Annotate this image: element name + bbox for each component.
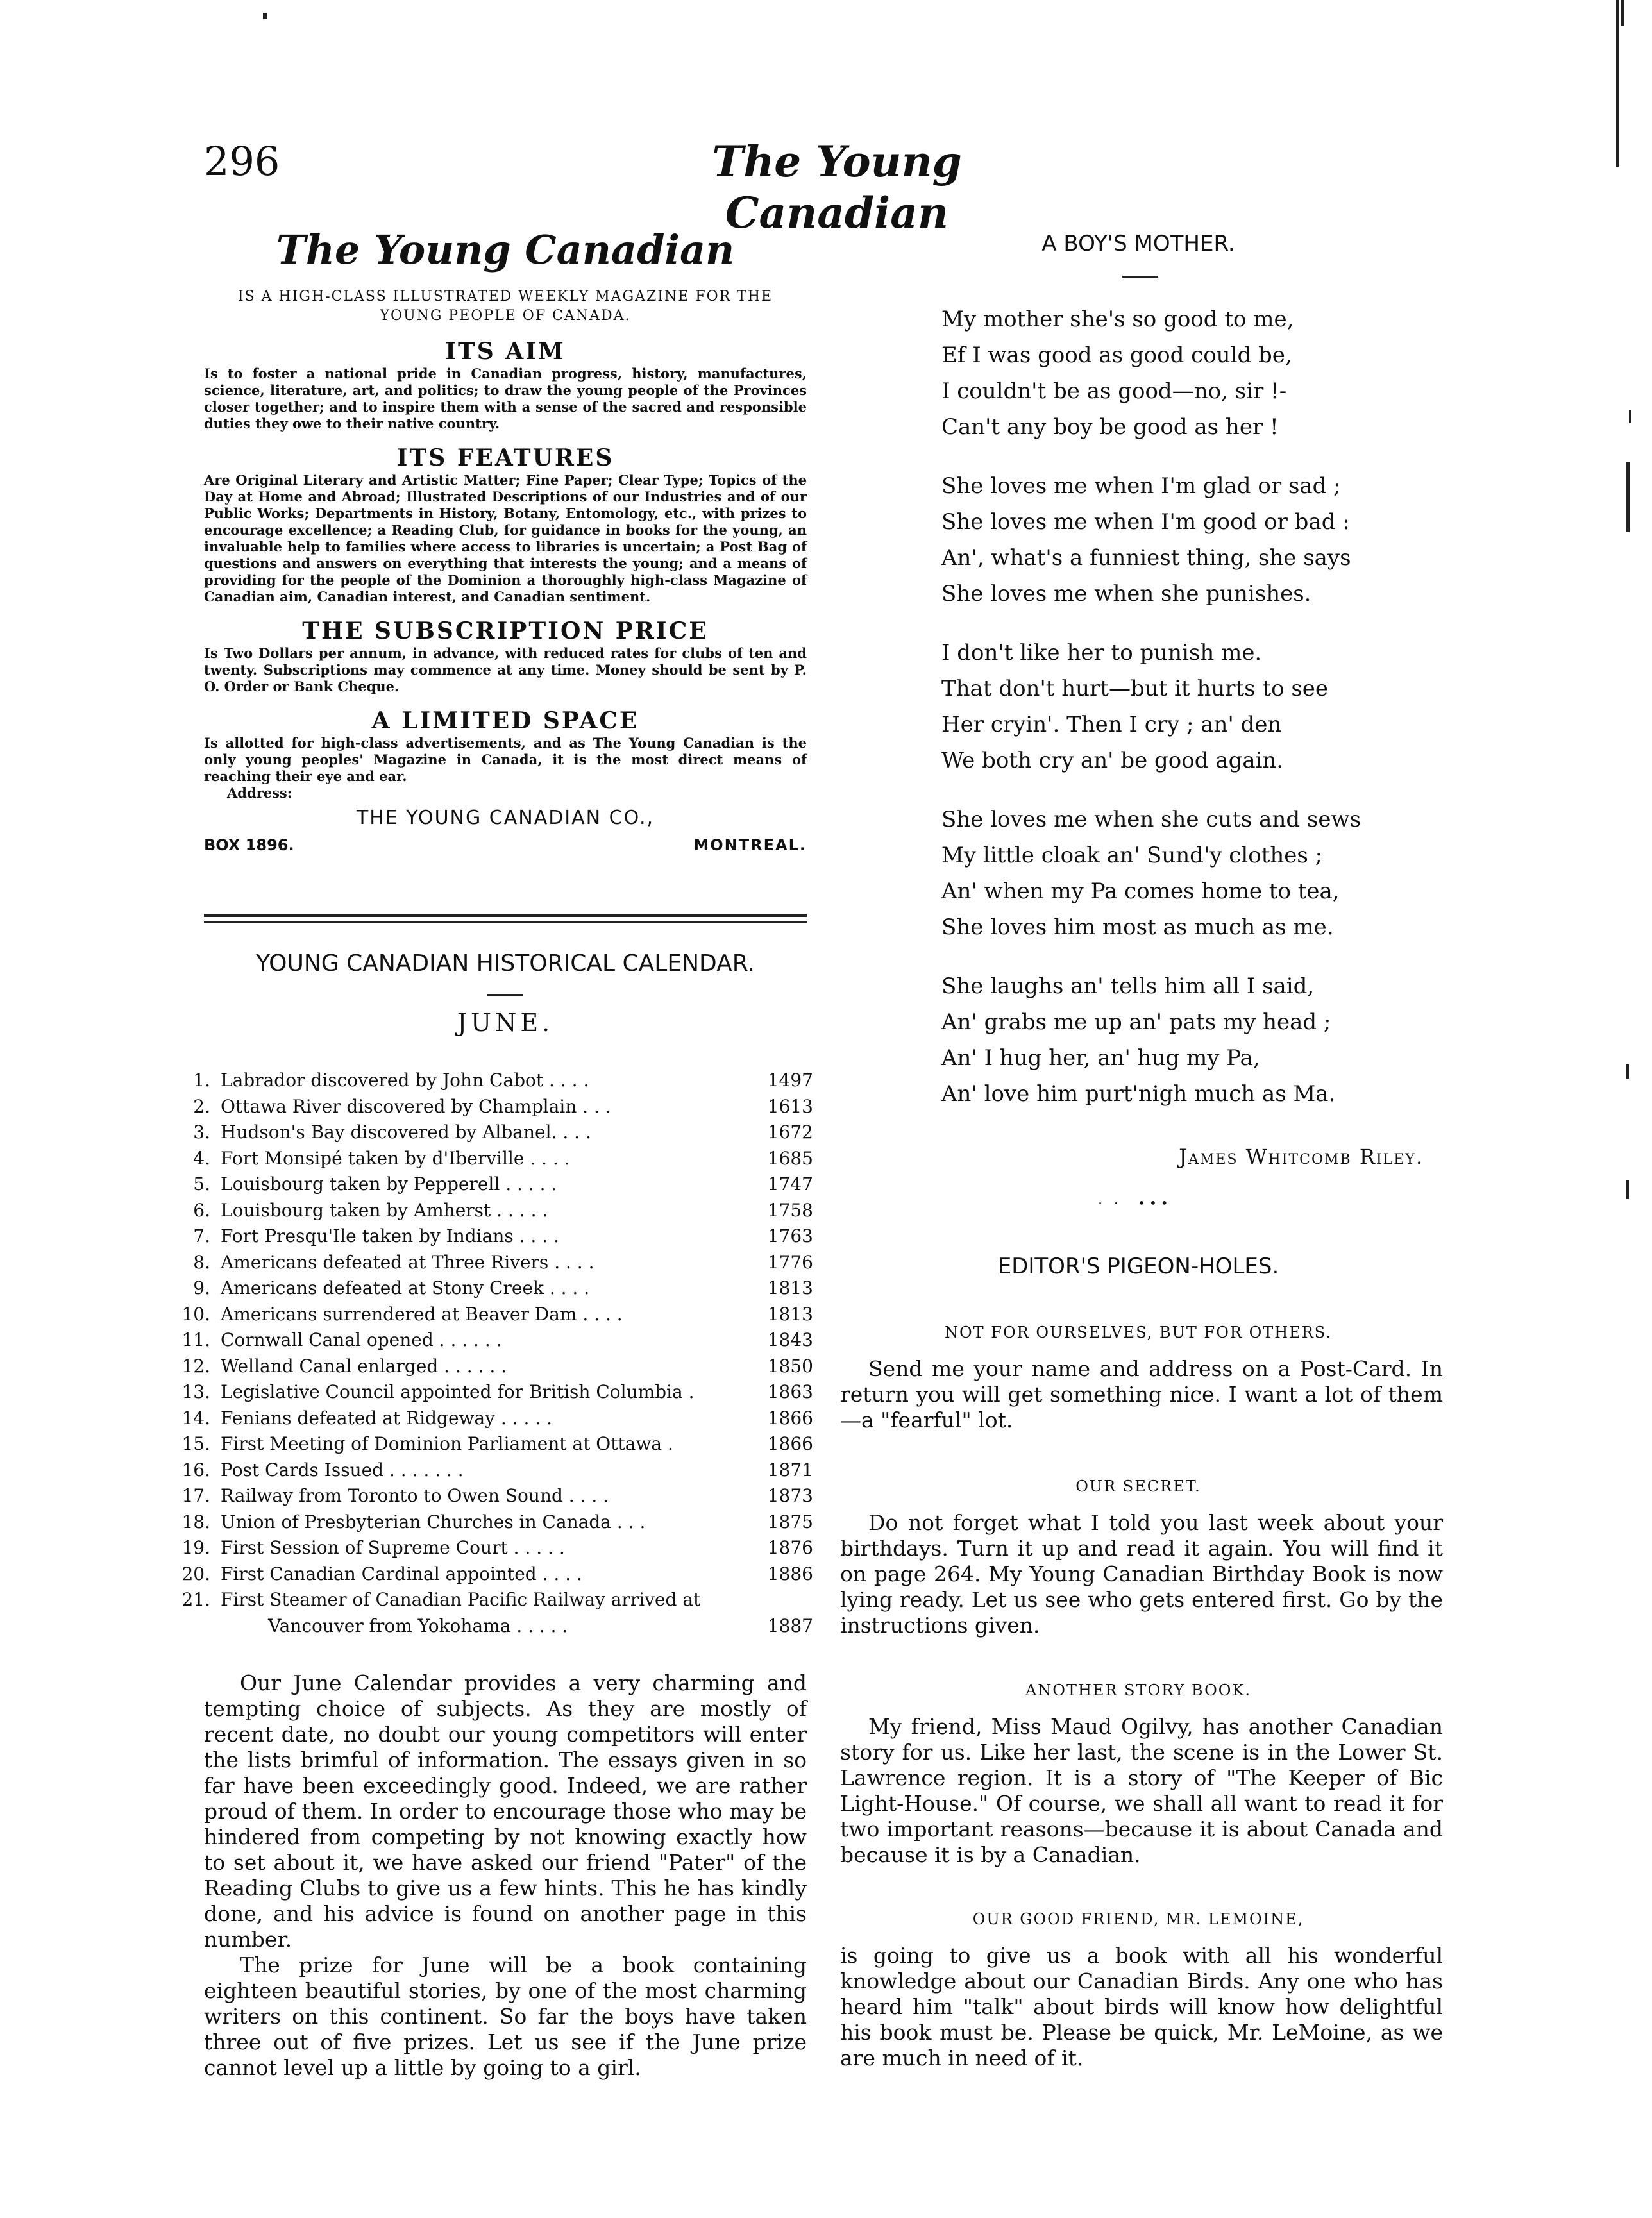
calendar-entry-number: 9.	[193, 1277, 210, 1298]
poem-stanza	[941, 968, 1429, 1112]
calendar-entry-year: 1863	[767, 1381, 813, 1402]
section-heading-lemoine: OUR GOOD FRIEND, MR. LEMOINE,	[972, 1910, 1304, 1928]
calendar-entry	[172, 1120, 813, 1145]
poem-line: Can't any boy be good as her !	[941, 414, 1279, 440]
poem-stanza	[941, 301, 1429, 445]
company-name: THE YOUNG CANADIAN CO.,	[356, 807, 655, 829]
section-heading-story-book: ANOTHER STORY BOOK.	[1025, 1681, 1252, 1699]
calendar-entry-event: Louisbourg taken by Amherst . . . . .	[221, 1199, 548, 1221]
calendar-entry-number: 7.	[193, 1225, 210, 1247]
calendar-entry	[172, 1406, 813, 1431]
calendar-entry	[172, 1431, 813, 1457]
poem-line: She loves him most as much as me.	[941, 914, 1334, 940]
calendar-paragraph-2: The prize for June will be a book containing eighteen beautiful stories, by one of the most charming writers on this continent. So far the boys have taken three out of five prizes. Let us see if the June prize cannot level up a little by going to a girl.	[204, 1953, 807, 2080]
features-text: Are Original Literary and Artistic Matter; Fine Paper; Clear Type; Topics of the Day at Home and Abroad; Illustrated Descriptions of our Industries and of our Public Works; Departments in History, Botany, Entomology, etc., with prizes to encourage excellence; a Reading Club, for guidance in books for the young, an invaluable help to families where access to libraries is uncertain; a Post Bag of questions and answers on everything that interests the young; and a means of providing for the people of the Dominion a thoroughly high-class Magazine of Canadian aim, Canadian interest, and Canadian sentiment.	[204, 472, 807, 605]
aim-heading: ITS AIM	[445, 338, 566, 365]
calendar-entry-number: 19.	[181, 1537, 210, 1558]
calendar-entry-event: Railway from Toronto to Owen Sound . . . .	[221, 1485, 609, 1506]
calendar-entry-number: 11.	[181, 1329, 210, 1350]
calendar-entry	[172, 1146, 813, 1172]
section-text-story-book: My friend, Miss Maud Ogilvy, has another Canadian story for us. Like her last, the scene is in the Lower St. Lawrence region. It is a story of "The Keeper of Bic Light-House." Of course, we shall all want to read it for two important reasons—because it is about Canada and because it is by a Canadian.	[840, 1714, 1443, 1867]
masthead-rule-bottom	[204, 921, 807, 923]
calendar-entry-event: Fort Monsipé taken by d'Iberville . . . .	[221, 1147, 570, 1169]
calendar-entry-event: Labrador discovered by John Cabot . . . .	[221, 1070, 589, 1091]
calendar-entry	[172, 1354, 813, 1379]
calendar-entry-number: 16.	[181, 1459, 210, 1481]
calendar-entry-year: 1763	[767, 1225, 813, 1247]
calendar-entry-year: 1813	[767, 1303, 813, 1325]
poem-line: An' grabs me up an' pats my head ;	[941, 1009, 1331, 1035]
calendar-entry	[172, 1327, 813, 1353]
calendar-entry-year: 1886	[767, 1563, 813, 1584]
calendar-entry-number: 8.	[193, 1251, 210, 1273]
calendar-entry	[172, 1223, 813, 1249]
calendar-entry-number: 15.	[181, 1433, 210, 1454]
calendar-entry	[172, 1250, 813, 1275]
poem-line: My little cloak an' Sund'y clothes ;	[941, 843, 1323, 868]
masthead-intro: IS A HIGH-CLASS ILLUSTRATED WEEKLY MAGAZINE FOR THE YOUNG PEOPLE OF CANADA.	[237, 289, 773, 324]
calendar-entry-year: 1866	[767, 1433, 813, 1454]
calendar-entry-event: First Steamer of Canadian Pacific Railway arrived at	[221, 1589, 701, 1610]
calendar-entry-number: 12.	[181, 1355, 210, 1377]
calendar-entry-number: 17.	[181, 1485, 210, 1506]
poem-body	[941, 301, 1429, 1135]
calendar-entry-number: 3.	[193, 1122, 210, 1143]
features-heading: ITS FEATURES	[396, 444, 614, 471]
calendar-entry	[172, 1379, 813, 1405]
calendar-entry-number: 10.	[181, 1303, 210, 1325]
calendar-heading: YOUNG CANADIAN HISTORICAL CALENDAR.	[256, 950, 755, 977]
calendar-entry-number: 4.	[193, 1147, 210, 1169]
calendar-entry-number: 2.	[193, 1095, 210, 1117]
calendar-entry-event: Cornwall Canal opened . . . . . .	[221, 1329, 502, 1350]
calendar-entry-year: 1776	[767, 1251, 813, 1273]
page-number: 296	[204, 138, 280, 185]
calendar-entry-year: 1758	[767, 1199, 813, 1221]
poem-line: An', what's a funniest thing, she says	[941, 545, 1351, 571]
calendar-entry	[172, 1458, 813, 1483]
poem-line: She loves me when I'm glad or sad ;	[941, 473, 1341, 499]
section-text-lemoine: is going to give us a book with all his wonderful knowledge about our Canadian Birds. Any one who has heard him "talk" about birds will know how delightful his book must be. Please be quick, Mr. LeMoine, as we are much in need of it.	[840, 1943, 1443, 2071]
poem-line: She loves me when she punishes.	[941, 581, 1311, 607]
calendar-entry-event: Vancouver from Yokohama . . . . .	[268, 1615, 568, 1636]
aim-text: Is to foster a national pride in Canadian progress, history, manufactures, science, literature, art, and politics; to draw the young people of the Provinces closer together; and to inspire them with a sense of the sacred and responsible duties they owe to their native country.	[204, 365, 807, 432]
calendar-entry-number: 13.	[181, 1381, 210, 1402]
calendar-entry	[172, 1535, 813, 1561]
calendar-entry-year: 1672	[767, 1122, 813, 1143]
poem-line: I couldn't be as good—no, sir !-	[941, 378, 1287, 404]
poem-line: She laughs an' tells him all I said,	[941, 973, 1315, 999]
calendar-entry-event: First Canadian Cardinal appointed . . . .	[221, 1563, 582, 1584]
price-heading: THE SUBSCRIPTION PRICE	[302, 618, 709, 644]
poem-line: That don't hurt—but it hurts to see	[941, 676, 1329, 702]
poem-stanza	[941, 802, 1429, 945]
calendar-entry-year: 1613	[767, 1095, 813, 1117]
calendar-entry-event: Americans surrendered at Beaver Dam . . . .	[221, 1303, 623, 1325]
calendar-entry-year: 1747	[767, 1173, 813, 1195]
poem-line: Ef I was good as good could be,	[941, 342, 1292, 368]
calendar-entry-number: 1.	[193, 1070, 210, 1091]
calendar-list	[172, 1068, 813, 1645]
box-number: BOX 1896.	[204, 836, 294, 854]
calendar-entry-number: 14.	[181, 1407, 210, 1429]
section-text-secret: Do not forget what I told you last week about your birthdays. Turn it up and read it again. You will find it on page 264. My Young Canadian Birthday Book is now lying ready. Let us see who gets entered first. Go by the instructions given.	[840, 1510, 1443, 1638]
calendar-entry	[172, 1275, 813, 1301]
poem-title-rule	[1122, 276, 1158, 278]
calendar-entry-event: Americans defeated at Stony Creek . . . .	[221, 1277, 590, 1298]
calendar-entry	[172, 1068, 813, 1093]
calendar-entry-number: 20.	[181, 1563, 210, 1584]
address-label: Address:	[227, 785, 292, 801]
poem-line: An' love him purt'nigh much as Ma.	[941, 1081, 1336, 1107]
poem-line: She loves me when I'm good or bad :	[941, 509, 1350, 535]
city: MONTREAL.	[693, 836, 807, 854]
section-heading-secret: OUR SECRET.	[1075, 1477, 1201, 1495]
poem-stanza	[941, 468, 1429, 612]
poem-stanza	[941, 635, 1429, 778]
poem-title: A BOY'S MOTHER.	[1041, 231, 1235, 256]
poem-line: She loves me when she cuts and sews	[941, 807, 1361, 832]
section-text-others: Send me your name and address on a Post-Card. In return you will get something nice. I want a lot of them—a "fearful" lot.	[840, 1356, 1443, 1432]
poem-line: An' I hug her, an' hug my Pa,	[941, 1045, 1260, 1071]
calendar-month: JUNE.	[457, 1009, 554, 1037]
calendar-entry-event: Ottawa River discovered by Champlain . . .	[221, 1095, 611, 1117]
calendar-entry	[172, 1509, 813, 1535]
masthead-rule-top	[204, 914, 807, 917]
calendar-entry-event: Legislative Council appointed for British Columbia .	[221, 1381, 695, 1402]
calendar-entry-number: 6.	[193, 1199, 210, 1221]
calendar-entry-year: 1497	[767, 1070, 813, 1091]
calendar-entry	[172, 1172, 813, 1197]
calendar-entry-event: Americans defeated at Three Rivers . . . .	[221, 1251, 594, 1273]
calendar-entry-year: 1871	[767, 1459, 813, 1481]
masthead	[204, 224, 807, 859]
calendar-paragraph-1: Our June Calendar provides a very charming and tempting choice of subjects. As they are mostly of recent date, no doubt our young competitors will enter the lists brimful of information. The essays given in so far have been exceedingly good. Indeed, we are rather proud of them. In order to encourage those who may be hindered from competing by not knowing exactly how to set about it, we have asked our friend "Pater" of the Reading Clubs to give us a few hints. This he has kindly done, and his advice is found on another page in this number.	[204, 1670, 807, 1952]
calendar-entry-event: Welland Canal enlarged . . . . . .	[221, 1355, 507, 1377]
calendar-entry-year: 1685	[767, 1147, 813, 1169]
calendar-entry-event: First Session of Supreme Court . . . . .	[221, 1537, 565, 1558]
price-text: Is Two Dollars per annum, in advance, with reduced rates for clubs of ten and twenty. Subscriptions may commence at any time. Money should be sent by P. O. Order or Bank Cheque.	[204, 645, 807, 694]
calendar-entry-event: Louisbourg taken by Pepperell . . . . .	[221, 1173, 557, 1195]
calendar-entry-year: 1866	[767, 1407, 813, 1429]
calendar-entry	[172, 1561, 813, 1587]
calendar-entry-number: 21.	[181, 1589, 210, 1610]
space-heading: A LIMITED SPACE	[371, 707, 639, 734]
calendar-entry	[172, 1198, 813, 1223]
calendar-entry-year: 1813	[767, 1277, 813, 1298]
ornament: · · •••	[1098, 1195, 1172, 1211]
poem-author: James Whitcomb Riley.	[1179, 1145, 1424, 1169]
calendar-entry-year: 1887	[767, 1615, 813, 1636]
calendar-heading-rule	[487, 994, 523, 996]
masthead-title: The Young Canadian	[276, 226, 735, 273]
poem-line: I don't like her to punish me.	[941, 640, 1262, 666]
calendar-entry	[172, 1094, 813, 1120]
calendar-entry	[172, 1302, 813, 1327]
space-text: Is allotted for high-class advertisements, and as The Young Canadian is the only young peoples' Magazine in Canada, it is the most direct means of reaching their eye and ear.	[204, 735, 807, 784]
calendar-entry-number: 5.	[193, 1173, 210, 1195]
calendar-entry-number: 18.	[181, 1511, 210, 1533]
calendar-entry-year: 1876	[767, 1537, 813, 1558]
section-heading-others: NOT FOR OURSELVES, BUT FOR OTHERS.	[944, 1323, 1332, 1341]
calendar-entry	[172, 1483, 813, 1509]
poem-line: We both cry an' be good again.	[941, 748, 1284, 773]
poem-line: My mother she's so good to me,	[941, 307, 1294, 332]
calendar-entry-year: 1850	[767, 1355, 813, 1377]
calendar-entry-event: Fenians defeated at Ridgeway . . . . .	[221, 1407, 553, 1429]
calendar-entry-year: 1873	[767, 1485, 813, 1506]
editor-heading: EDITOR'S PIGEON-HOLES.	[997, 1254, 1279, 1279]
poem-line: Her cryin'. Then I cry ; an' den	[941, 712, 1282, 737]
calendar-entry-event: First Meeting of Dominion Parliament at Ottawa .	[221, 1433, 673, 1454]
calendar-entry	[172, 1613, 813, 1639]
calendar-entry-event: Fort Presqu'Ile taken by Indians . . . .	[221, 1225, 559, 1247]
calendar-entry-event: Post Cards Issued . . . . . . .	[221, 1459, 464, 1481]
calendar-entry-event: Union of Presbyterian Churches in Canada . . .	[221, 1511, 646, 1533]
running-title: The Young Canadian	[712, 137, 962, 238]
poem-line: An' when my Pa comes home to tea,	[941, 878, 1340, 904]
calendar-entry	[172, 1587, 813, 1613]
calendar-entry-year: 1843	[767, 1329, 813, 1350]
calendar-entry-event: Hudson's Bay discovered by Albanel. . . .	[221, 1122, 591, 1143]
calendar-entry-year: 1875	[767, 1511, 813, 1533]
